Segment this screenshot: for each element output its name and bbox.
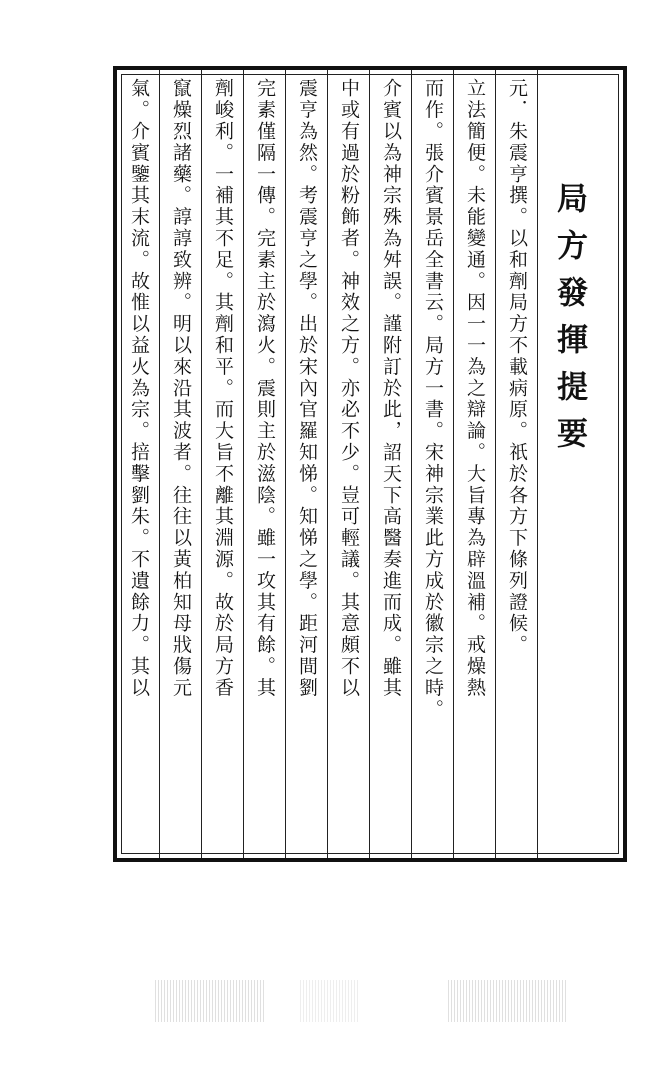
scan-noise-center	[300, 980, 360, 1022]
document-title: 局方發揮提要	[551, 182, 587, 464]
text-column-8: 劑峻利。一補其不足。其劑和平。而大旨不離其淵源。故於局方香	[212, 78, 234, 699]
text-column-1: 元．朱震亨撰。以和劑局方不載病原。祇於各方下條列證候。	[506, 78, 528, 656]
text-column-2: 立法簡便。未能變通。因一一為之辯論。大旨專為辟溫補。戒燥熱	[464, 78, 486, 699]
text-column-3: 而作。張介賓景岳全書云。局方一書。宋神宗業此方成於徽宗之時。	[422, 78, 444, 720]
text-column-7: 完素僅隔一傳。完素主於瀉火。震則主於滋陰。雖一攻其有餘。其	[254, 78, 276, 699]
text-column-10: 氣。介賓鑒其末流。故惟以益火為宗。掊擊劉朱。不遺餘力。其以	[128, 78, 150, 699]
column-divider	[495, 70, 496, 858]
column-divider	[369, 70, 370, 858]
column-divider	[201, 70, 202, 858]
column-divider	[411, 70, 412, 858]
column-divider	[453, 70, 454, 858]
column-divider	[285, 70, 286, 858]
scan-noise-left	[155, 980, 265, 1022]
text-column-4: 介賓以為神宗殊為舛誤。謹附訂於此，詔天下高醫奏進而成。雖其	[380, 78, 402, 699]
text-column-9: 竄燥烈諸藥。諄諄致辨。明以來沿其波者。往往以黃柏知母戕傷元	[170, 78, 192, 699]
column-divider	[243, 70, 244, 858]
column-divider	[537, 70, 538, 858]
scan-noise-right	[448, 980, 568, 1022]
page-frame	[113, 66, 627, 862]
column-divider	[159, 70, 160, 858]
column-divider	[327, 70, 328, 858]
text-column-6: 震亨為然。考震亨之學。出於宋內官羅知悌。知悌之學。距河間劉	[296, 78, 318, 699]
text-column-5: 中或有過於粉飾者。神效之方。亦必不少。豈可輕議。其意頗不以	[338, 78, 360, 699]
